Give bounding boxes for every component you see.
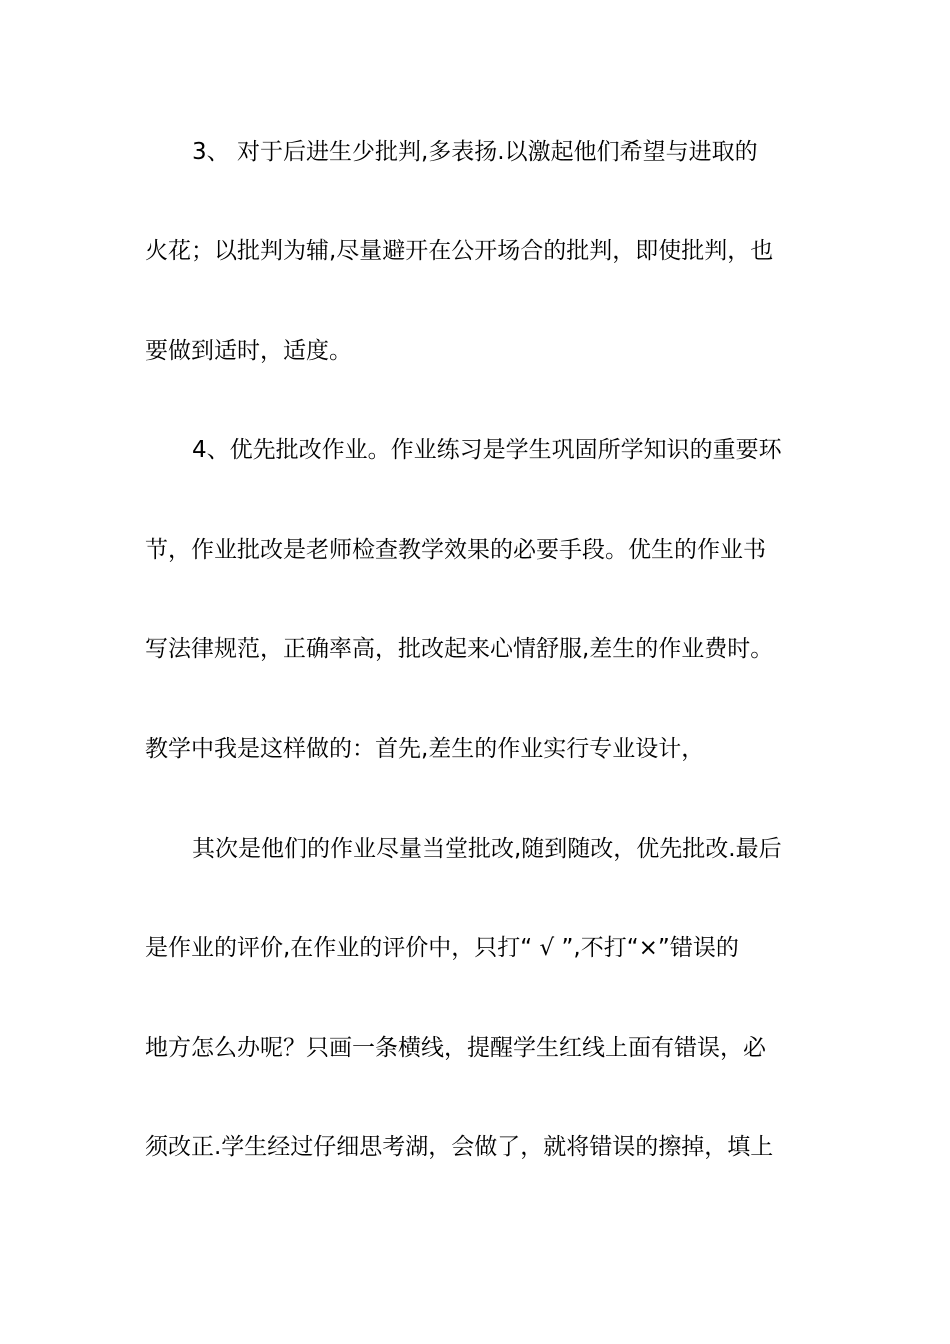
text-line-9: 是作业的评价,在作业的评价中，只打“ √ ”,不打“×”错误的 xyxy=(145,935,739,961)
text-line-2: 火花；以批判为辅,尽量避开在公开场合的批判，即使批判，也 xyxy=(145,238,774,264)
text-line-1: 3、 对于后进生少批判,多表扬.以激起他们希望与进取的 xyxy=(192,139,758,165)
text-line-6: 写法律规范，正确率高，批改起来心情舒服,差生的作业费时。 xyxy=(145,636,774,662)
text-line-5: 节，作业批改是老师检查教学效果的必要手段。优生的作业书 xyxy=(145,537,766,563)
text-line-8: 其次是他们的作业尽量当堂批改,随到随改，优先批改.最后 xyxy=(192,836,782,862)
text-line-11: 须改正.学生经过仔细思考湖，会做了，就将错误的擦掉，填上 xyxy=(145,1134,774,1160)
text-line-4: 4、优先批改作业。作业练习是学生巩固所学知识的重要环 xyxy=(192,437,782,463)
text-line-7: 教学中我是这样做的：首先,差生的作业实行专业设计， xyxy=(145,736,705,762)
text-line-10: 地方怎么办呢？只画一条横线，提醒学生红线上面有错误，必 xyxy=(145,1035,766,1061)
text-line-3: 要做到适时，适度。 xyxy=(145,338,352,364)
